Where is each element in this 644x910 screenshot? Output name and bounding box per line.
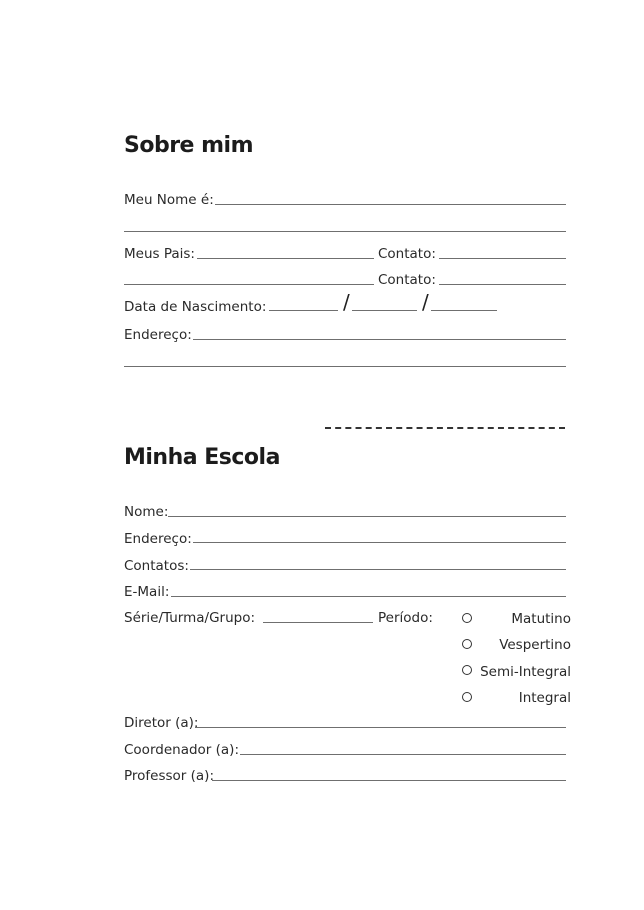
parents-field-line-2[interactable] bbox=[124, 284, 374, 285]
date-separator: / bbox=[343, 290, 350, 314]
contact-field-line-2[interactable] bbox=[439, 284, 566, 285]
school-email-line[interactable] bbox=[171, 596, 566, 597]
birth-year-line[interactable] bbox=[431, 310, 497, 311]
teacher-line[interactable] bbox=[212, 780, 566, 781]
address-field-line-2[interactable] bbox=[124, 366, 566, 367]
period-label: Período: bbox=[378, 610, 433, 626]
radio-vespertino[interactable] bbox=[462, 639, 472, 649]
name-field-line[interactable] bbox=[215, 204, 566, 205]
name-field-line-2[interactable] bbox=[124, 231, 566, 232]
director-line[interactable] bbox=[195, 727, 566, 728]
contact-label-2: Contato: bbox=[378, 272, 436, 288]
school-contacts-label: Contatos: bbox=[124, 558, 189, 574]
school-name-line[interactable] bbox=[168, 516, 566, 517]
birth-date-label: Data de Nascimento: bbox=[124, 299, 267, 315]
period-option-vespertino: Vespertino bbox=[499, 637, 571, 653]
coordinator-label: Coordenador (a): bbox=[124, 742, 239, 758]
parents-label: Meus Pais: bbox=[124, 246, 195, 262]
contact-label-1: Contato: bbox=[378, 246, 436, 262]
period-option-integral: Integral bbox=[518, 690, 571, 706]
name-label: Meu Nome é: bbox=[124, 192, 214, 208]
coordinator-line[interactable] bbox=[240, 754, 566, 755]
radio-matutino[interactable] bbox=[462, 613, 472, 623]
school-address-line[interactable] bbox=[193, 542, 566, 543]
date-separator: / bbox=[422, 290, 429, 314]
section-title-about: Sobre mim bbox=[124, 133, 254, 158]
school-address-label: Endereço: bbox=[124, 531, 192, 547]
section-title-school: Minha Escola bbox=[124, 445, 280, 470]
contact-field-line-1[interactable] bbox=[439, 258, 566, 259]
address-label: Endereço: bbox=[124, 327, 192, 343]
grade-label: Série/Turma/Grupo: bbox=[124, 610, 256, 626]
birth-day-line[interactable] bbox=[269, 310, 338, 311]
parents-field-line[interactable] bbox=[197, 258, 374, 259]
school-email-label: E-Mail: bbox=[124, 584, 170, 600]
period-option-matutino: Matutino bbox=[511, 611, 571, 627]
director-label: Diretor (a): bbox=[124, 715, 199, 731]
school-contacts-line[interactable] bbox=[190, 569, 566, 570]
school-name-label: Nome: bbox=[124, 504, 169, 520]
period-option-semi-integral: Semi-Integral bbox=[480, 664, 571, 680]
address-field-line[interactable] bbox=[193, 339, 566, 340]
dashed-divider bbox=[325, 427, 565, 429]
grade-line[interactable] bbox=[263, 622, 373, 623]
teacher-label: Professor (a): bbox=[124, 768, 214, 784]
radio-integral[interactable] bbox=[462, 692, 472, 702]
birth-month-line[interactable] bbox=[352, 310, 417, 311]
radio-semi-integral[interactable] bbox=[462, 665, 472, 675]
